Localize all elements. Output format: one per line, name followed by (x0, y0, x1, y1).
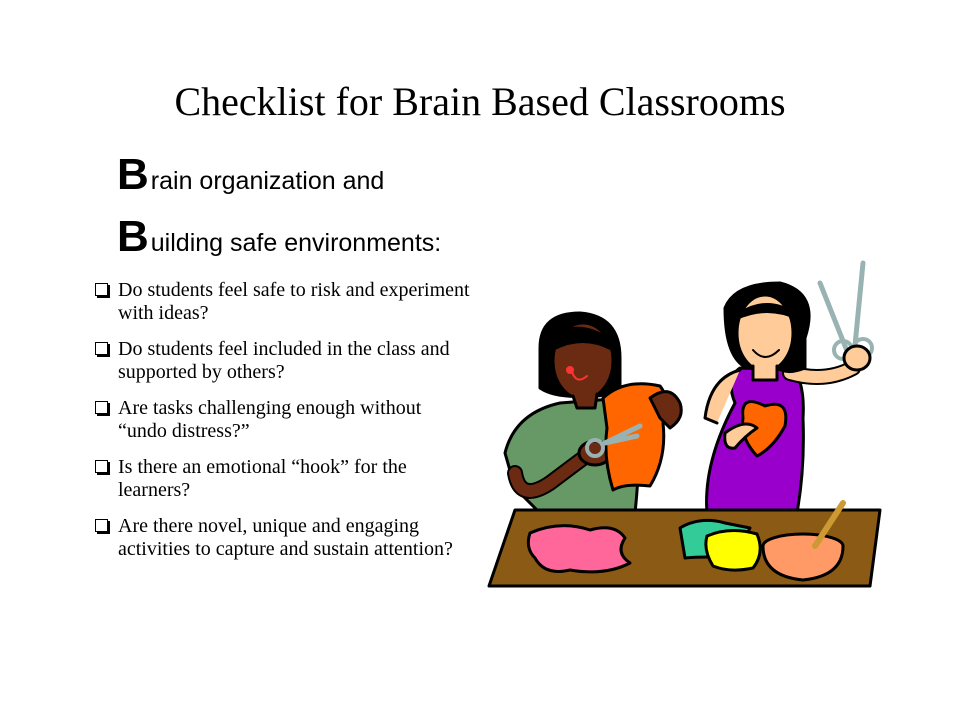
checklist-item (95, 397, 475, 443)
pink-paper (528, 526, 630, 572)
checklist-item (95, 456, 475, 502)
yellow-paper (706, 530, 760, 570)
checklist (95, 279, 475, 574)
left-neck (573, 394, 597, 408)
checkbox-icon (95, 519, 108, 532)
checkbox-icon (95, 283, 108, 296)
students-crafting-clipart (485, 258, 885, 593)
checklist-item-text: Is there an emotional “hook” for the learners? (118, 456, 407, 501)
checkbox-icon (95, 401, 108, 414)
checklist-item-text: Are there novel, unique and engaging activities to capture and sustain attention? (118, 515, 453, 560)
checklist-item (95, 279, 475, 325)
checklist-item (95, 338, 475, 384)
slide-title: Checklist for Brain Based Classrooms (174, 79, 786, 124)
heading-initial: B (117, 150, 149, 199)
checklist-item (95, 515, 475, 561)
heading-text: rain organization and (150, 167, 385, 195)
checklist-item-text: Do students feel included in the class and supported by others? (118, 338, 450, 383)
heading-text: uilding safe environments: (150, 229, 442, 257)
right-student-raised-hand (844, 346, 870, 370)
checkbox-icon (95, 342, 108, 355)
right-neck (753, 366, 777, 380)
checklist-item-text: Are tasks challenging enough without “undo distress?” (118, 397, 422, 442)
heading-brain-organization (117, 150, 384, 200)
heading-building-safe (117, 212, 441, 262)
checkbox-icon (95, 460, 108, 473)
heading-initial: B (117, 212, 149, 261)
checklist-item-text: Do students feel safe to risk and experiment with ideas? (118, 279, 470, 324)
